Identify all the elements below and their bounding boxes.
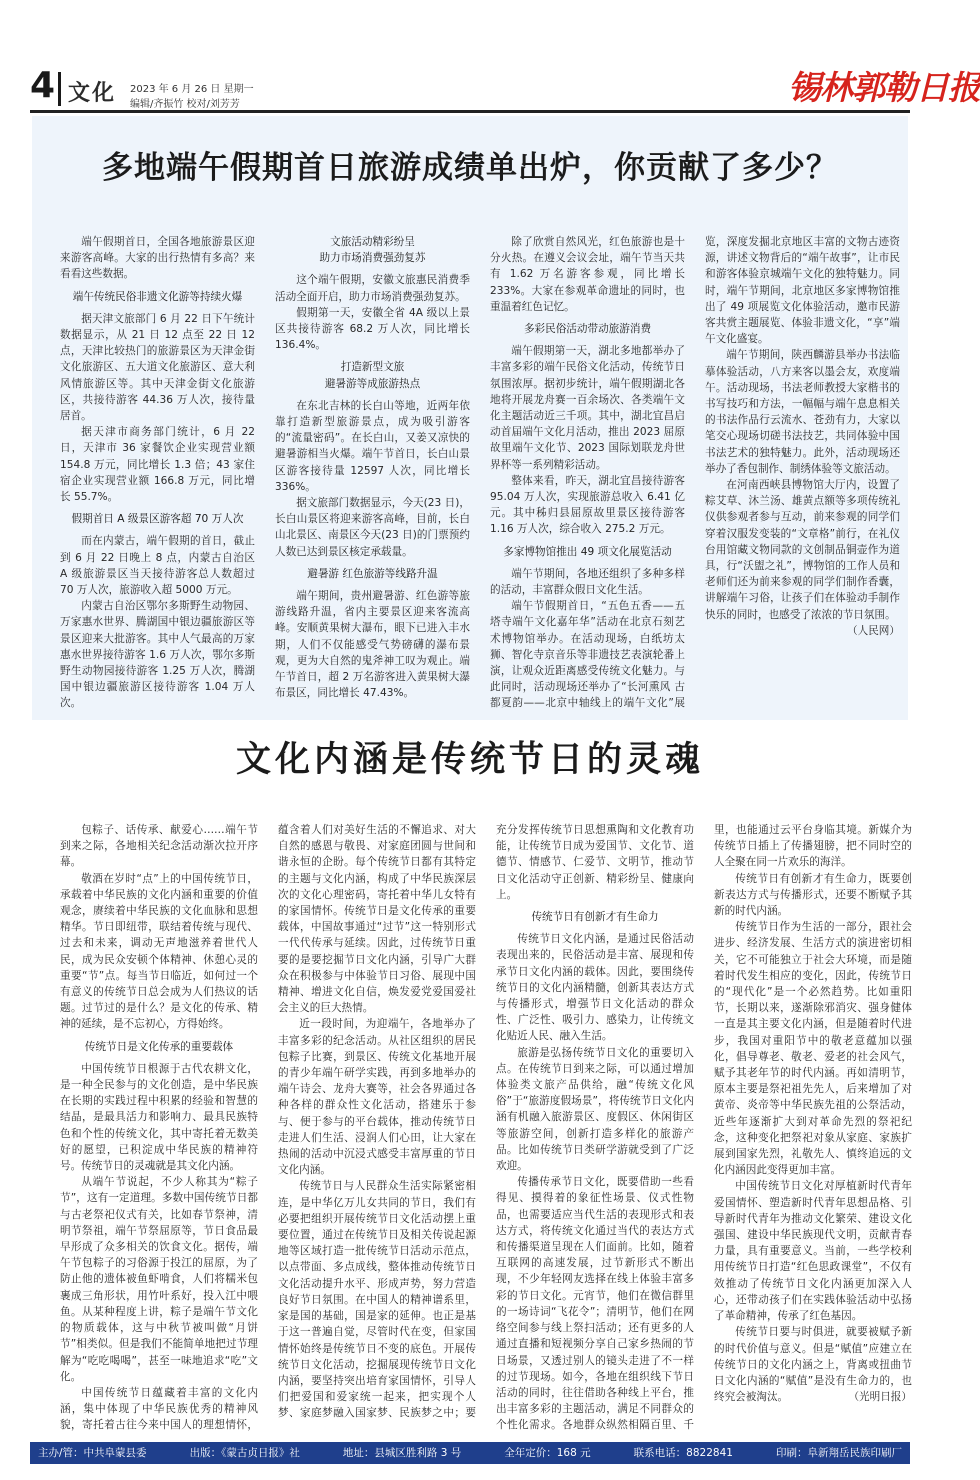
footer-sponsor: 主办/管：中共阜蒙县委 [38,1447,147,1459]
paragraph [714,1324,912,1405]
article-body [60,234,900,714]
paragraph: 整体来看，昨天，湖北宜昌接待游客 95.04 万人次，实现旅游总收入 6.41 亿元。其中秭归县屈原故里景区接待游客 1.16 万人次，综合收入 275.2 万元。 [490,474,685,536]
paragraph-text: 在河南西峡县博物馆大厅内，设置了粽艾草、沐兰汤、雄黄点额等多项传统礼仪供参观者参与互动，前来参观的同学们穿着汉服发变装的“文章格”前行，在礼仪台用馆藏文物同款的文创制品铜壶作为道具，行“沃盥之礼”，博物馆的工作人员和老师们还为前来参观的同学们制作香囊，讲解端午习俗，让孩子们在体验动手制作快乐的同时，也感受了浓浓的节日氛围。 [705,479,900,621]
footer-address: 地址：县城区胜利路 3 号 [342,1447,462,1459]
paragraph: 端午期间，贵州避暑游、红色游等旅游线路升温，省内主要景区迎来客流高峰。安顺黄果树大瀑布，眼下已进入丰水期，人们不仅能感受气势磅礴的瀑布景观，更为大自然的鬼斧神工叹为观止。端午节首日，超 2 万名游客进入黄果树大瀑布景区，同比增长 47.43%。 [275,590,470,700]
paragraph: 据天津文旅部门 6 月 22 日下午统计数据显示，从 21 日 12 点至 22 日 12 点，天津比较热门的旅游景区为天津金街文化旅游区、五大道文化旅游区、意大利风情旅游区等。其中天津金街文化旅游区，共接待游客 44.36 万人次，接待量居首。 [60,312,255,423]
paragraph: 传统节日作为生活的一部分，跟社会进步、经济发展、生活方式的演进密切相关，它不可能独立于社会大环境，而是随着时代发生相应的变化，因此，传统节日的“现代化”是一个必然趋势。比如重阳节，长期以来，遂渐除邪消灾、强身健体一直是其主要文化内涵，但是随着时代进步，我国对重阳节中的敬老意蕴加以强化，倡导尊老、敬老、爱老的社会风气，赋予其老年节的时代内涵。再如清明节，原本主要是祭祀祖先先人，后来增加了对黄帝、炎帝等中华民族先祖的公祭活动，近些年逐渐扩大到对革命先烈的祭祀纪念，这种变化把祭祀对象从家庭、家族扩展到国家先烈，礼敬先人、慎终追远的文化内涵因此变得更加丰富。 [714,921,912,1177]
paragraph: 中国传统节日蕴藏着丰富的文化内涵，集中体现了中华民族优秀的精神风貌，寄托着古往今来中国人的理想情怀，蕴含着人们对美好生活的不懈追求、对大自然的感恩与敬畏、对家庭团圆与世间和谐永恒的企盼。每个传统节日都有其特定的主题与文化内涵，构成了中华民族深层次的文化心理密码，寄托着中华儿女特有的家国情怀。传统节日是文化传承的重要载体，中国故事通过“过节”这一特别形式一代代传承与延续。因此，过传统节日重要的是要挖掘节日文化内涵，引导广大群众在积极参与中体验节日习俗、展现中国精神、增进文化自信，焕发爱党爱国爱社会主义的巨大热情。 [60,824,476,1432]
paragraph: 据天津市商务部门统计，6 月 22 日，天津市 36 家餐饮企业实现营业额 154.8 万元，同比增长 1.3 倍；43 家住宿企业实现营业额 166.8 万元，同比增长 55.7%。 [60,426,255,504]
subheading: 传统节日有创新才有生命力 [531,911,659,924]
footer-publisher: 出版：《蒙古贞日报》社 [189,1447,300,1459]
article-body [60,822,912,1434]
paragraph: 传播传承节日文化，既要借助一些看得见、摸得着的象征性场景、仪式性物品，也需要适应当代生活的表现形式和表达方式，将传统文化通过当代的表达方式和传播渠道呈现在人们面前。比如，随着互联网的高速发展，过节新形式不断出现，不少年轻网友选择在线上体验丰富多彩的节日文化。元宵节，他们在微信群里的一场诗词“飞花令”；清明节，他们在网络空间参与线上祭扫活动；还有更多的人通过直播和短视频分享自己家乡热闹的节日场景，又透过别人的镜头走进了不一样的过节现场。如今，各地在组织线下节日活动的同时，往往借助各种线上平台，推出丰富多彩的主题活动，满足不同群众的个性化需求。各地群众纵然相隔百里、千里，也能通过云平台身临其境。新媒介为传统节日插上了传播翅膀，把不同时空的人全聚在同一片欢乐的海洋。 [496,824,912,1432]
subheading: 假期首日 A 级景区游客超 70 万人次 [71,513,244,526]
subheading: 打造新型文旅 [340,361,405,374]
subheading: 多家博物馆推出 49 项文化展览活动 [503,545,672,558]
subheading: 多彩民俗活动带动旅游消费 [523,323,652,336]
newspaper-logo: 锡林郭勒日报 [788,68,980,107]
paragraph: 中国传统节日根源于古代农耕文化，是一种全民参与的文化创造，是中华民族在长期的实践过程中积累的经验和智慧的结晶，是最具活力和影响力、最具民族特色和个性的传统文化，其中寄托着无数美好的愿望，已积淀成中华民族的精神符号。传统节日的灵魂就是其文化内涵。 [60,1062,258,1173]
paragraph: 包粽子、话传承、献爱心……端午节到来之际，各地相关纪念活动渐次拉开序幕。 [60,824,258,869]
section-name: 文化 [68,81,117,106]
paragraph: 敬酒在岁时“点”上的中国传统节日，承载着中华民族的文化内涵和重要的价值观念，赓续着中华民族的文化血脉和思想精华。节日即纽带，联结着传统与现代、过去和未来，调动无声地滋养着世代人民，成为民众安顿个体精神、休憩心灵的重要“节”点。每当节日临近，如何过一个有意义的传统节日总会成为人们热议的话题。过节过的是什么？是文化的传承、精神的延续，是不忘初心，方得始终。 [60,872,258,1031]
paragraph: 旅游是弘扬传统节日文化的重要切入点。在传统节日到来之际，可以通过增加体验类文旅产品供给，融“传统文化风俗”于“旅游度假场景”，将传统节日文化内涵有机融入旅游景区、度假区、休闲街区等旅游空间，创新打造多样化的旅游产品。比如传统节日类研学游就受到了广泛欢迎。 [496,1046,694,1173]
paragraph: 端午节假期首日，“五色五香——五塔寺端午文化嘉年华”活动在北京石刻艺术博物馆举办。在活动现场，白纸坊太狮、智化寺京音乐等非遗技艺表演轮番上演，让观众近距离感受传统文化魅力。与此同时，活动现场还举办了“长河熏风 古都夏韵——北京中轴线上的端午文化”展览，深度发掘北京地区丰富的文物古迹资源，讲述文物背后的“端午故事”，让市民和游客体验京城端午文化的独特魅力。同时，端午节期间，北京地区多家博物馆推出了 49 项展览文化体验活动，邀市民游客共赏主题展览、体验非遗文化，“享”端午文化盛宴。 [490,236,900,710]
subheading: 避暑游 红色旅游等线路升温 [307,567,438,580]
subheading: 文旅活动精彩纷呈 [330,236,415,248]
paragraph: 在东北吉林的长白山等地，近两年依靠打造新型旅游景点，成为吸引游客的“流量密码”。在长白山，又姜又凉快的避暑游相当火爆。端午节首日，长白山景区游客接待量 12597 人次，同比增长 336%。 [275,399,470,493]
paragraph-text: 传统节日要与时俱进，就要被赋予新的时代价值与意义。但是“赋值”应建立在传统节日的文化内涵之上，背离或扭曲节日文化内涵的“赋值”是没有生命力的，也终究会被淘汰。 [714,1326,912,1404]
paragraph: 据文旅部门数据显示，今天(23 日)，长白山景区将迎来游客高峰，目前，长白山北景区、南景区今天(23 日)的门票预约人数已达到景区核定承载量。 [275,497,470,558]
masthead-divider [58,72,61,106]
paragraph: 这个端午假期，安徽文旅惠民消费季活动全面开启，助力市场消费强劲复苏。 [275,274,470,303]
paragraph: 传统节日文化内涵，是通过民俗活动表现出来的，民俗活动是丰富、展现和传承节日文化内涵的载体。因此，要围绕传统节日的文化内涵精髓，创新其表达方式与传播形式，增强节日文化活动的群众性、广泛性、吸引力、感染力，让传统文化贴近人民、融入生活。 [496,933,694,1043]
editor-line: 编辑/齐振竹 校对/刘芳芳 [130,99,240,110]
masthead-rule [30,110,910,113]
paragraph: 传统节日有创新才有生命力，既要创新表达方式与传播形式，还要不断赋予其新的时代内涵。 [714,872,912,918]
subheading: 端午传统民俗非遗文化游等持续火爆 [72,290,243,303]
footer-price: 全年定价：168 元 [504,1447,591,1459]
footer-phone: 联系电话：8822841 [633,1447,733,1459]
subheading: 传统节日是文化传承的重要载体 [84,1040,234,1053]
article-tourism [32,116,908,720]
page-number: 4 [30,65,56,106]
footer-printer: 印刷：阜新翔岳民族印刷厂 [775,1447,902,1459]
paragraph [705,477,900,637]
article-source: （人民网） [847,624,900,637]
footer-bar [30,1442,910,1464]
subheading: 避暑游等成旅游热点 [324,377,421,390]
paragraph: 近一段时间，为迎端午，各地举办了丰富多彩的纪念活动。从社区组织的居民包粽子比赛，到景区、传统文化基地开展的青少年端午研学实践，再到多地举办的端午诗会、龙舟大赛等，社会各界通过各种各样的群众性文化活动，搭建乐于参与、便于参与的平台载体，推动传统节日走进人们生活、浸润人们心田，让大家在热闹的活动中沉浸式感受丰富厚重的节日文化内涵。 [278,1018,476,1177]
paragraph: 传统节日与人民群众生活实际紧密相连，是中华亿万儿女共同的节日，我们有必要把组织开展传统节日文化活动摆上重要位置，通过在传统节日及相关传说起源地等区域打造一批传统节日活动示范点，以点带面、多点成线，整体推动传统节日文化活动提升水平、形成声势，努力营造良好节日氛围。在中国人的精神谱系里，家是国的基础，国是家的延伸。也正是基于这一普遍自觉，尽管时代在变，但家国情怀始终是传统节日不变的底色。开展传统节日文化活动，挖掘展现传统节日文化内涵，要坚持突出培育家国情怀，引导人们把爱国和爱家统一起来，把实现个人梦、家庭梦融入国家梦、民族梦之中；要充分发挥传统节日思想熏陶和文化教育功能，让传统节日成为爱国节、文化节、道德节、情感节、仁爱节、文明节，推动节日文化活动守正创新、精彩纷呈、健康向上。 [278,824,694,1420]
article-headline: 多地端午假期首日旅游成绩单出炉，你贡献了多少？ [102,150,838,186]
paragraph: 除了欣赏自然风光，红色旅游也是十分火热。在遵义会议会址，端午节当天共有 1.62 万名游客参观，同比增长 233%。大家在参观革命遗址的同时，也重温着红色记忆。 [490,236,685,313]
subheading: 助力市场消费强劲复苏 [319,252,426,265]
article-source: （光明日报） [848,1391,912,1404]
paragraph: 端午假期第一天，湖北多地都举办了丰富多彩的端午民俗文化活动，传统节日氛围浓厚。据初步统计，端午假期湖北各地将开展龙舟赛一百余场次、各类端午文化主题活动近三千项。其中，湖北宜昌启动首届端午文化月活动，推出 2023 屈原故里端午文化节、2023 国际划联龙舟世界杯等一系列精彩活动。 [490,345,685,471]
paragraph: 而在内蒙古，端午假期的首日，截止到 6 月 22 日晚上 8 点，内蒙古自治区 A 级旅游景区当天接待游客总人数超过 70 万人次，旅游收入超 5000 万元。 [60,535,255,597]
paragraph: 从端午节说起，不少人称其为“粽子节”，这有一定道理。多数中国传统节日都与古老祭祀仪式有关，比如春节祭神，清明节祭祖，端午节祭屈原等，节日食品最早形成了众多相关的饮食文化。据传，端午节包粽子的习俗源于投江的屈原，为了防止他的遗体被鱼虾啃食，人们将糯米包裹成三角形状，用竹叶系好，投入江中喂鱼。从某种程度上讲，粽子是端午节文化的物质载体，这与中秋节被叫做“月饼节”相类似。但是我们不能简单地把过节理解为“吃吃喝喝”，甚至一味地追求“吃”文化。 [60,1176,258,1383]
paragraph: 内蒙古自治区鄂尔多斯野生动物园、万家惠水世界、腾湖国中银边疆旅游区等景区迎来大批游客。其中人气最高的万家惠水世界接待游客 1.6 万人次，鄂尔多斯野生动物园接待游客 1.25 万人次，腾湖国中银边疆旅游区接待游客 1.04 万人次。 [60,600,255,710]
masthead [0,0,980,112]
paragraph: 端午节期间，陕西麟游县举办书法临摹体验活动，八方来客以墨会友，欢度端午。活动现场，书法老师教授大家楷书的书写技巧和方法，一幅幅与端午息息相关的书法作品行云流水、苍劲有力，大家以笔交心现场切磋书法技艺，共同体验中国书法艺术的独特魅力。此外，活动现场还举办了香包制作、制绣体验等文旅活动。 [705,349,900,475]
paragraph: 假期第一天，安徽全省 4A 级以上景区共接待游客 68.2 万人次，同比增长 136.4%。 [275,306,470,352]
paragraph: 中国传统节日文化对厚植新时代青年爱国情怀、塑造新时代青年思想品格、引导新时代青年为推动文化繁荣、建设文化强国、建设中华民族现代文明，贡献青春力量，具有重要意义。当前，一些学校利用传统节日打造“红色思政课堂”，不仅有效推动了传统节日文化内涵更加深入人心，还带动孩子们在实践体验活动中弘扬了革命精神，传承了红色基因。 [714,1180,912,1323]
paragraph: 端午节期间，各地还组织了多种多样的活动，丰富群众假日文化生活。 [490,567,685,597]
article-headline: 文化内涵是传统节日的灵魂 [235,739,704,780]
date-line: 2023 年 6 月 26 日 星期一 [130,84,254,95]
paragraph: 端午假期首日，全国各地旅游景区迎来游客高峰。大家的出行热情有多高？来看看这些数据。 [60,236,255,281]
